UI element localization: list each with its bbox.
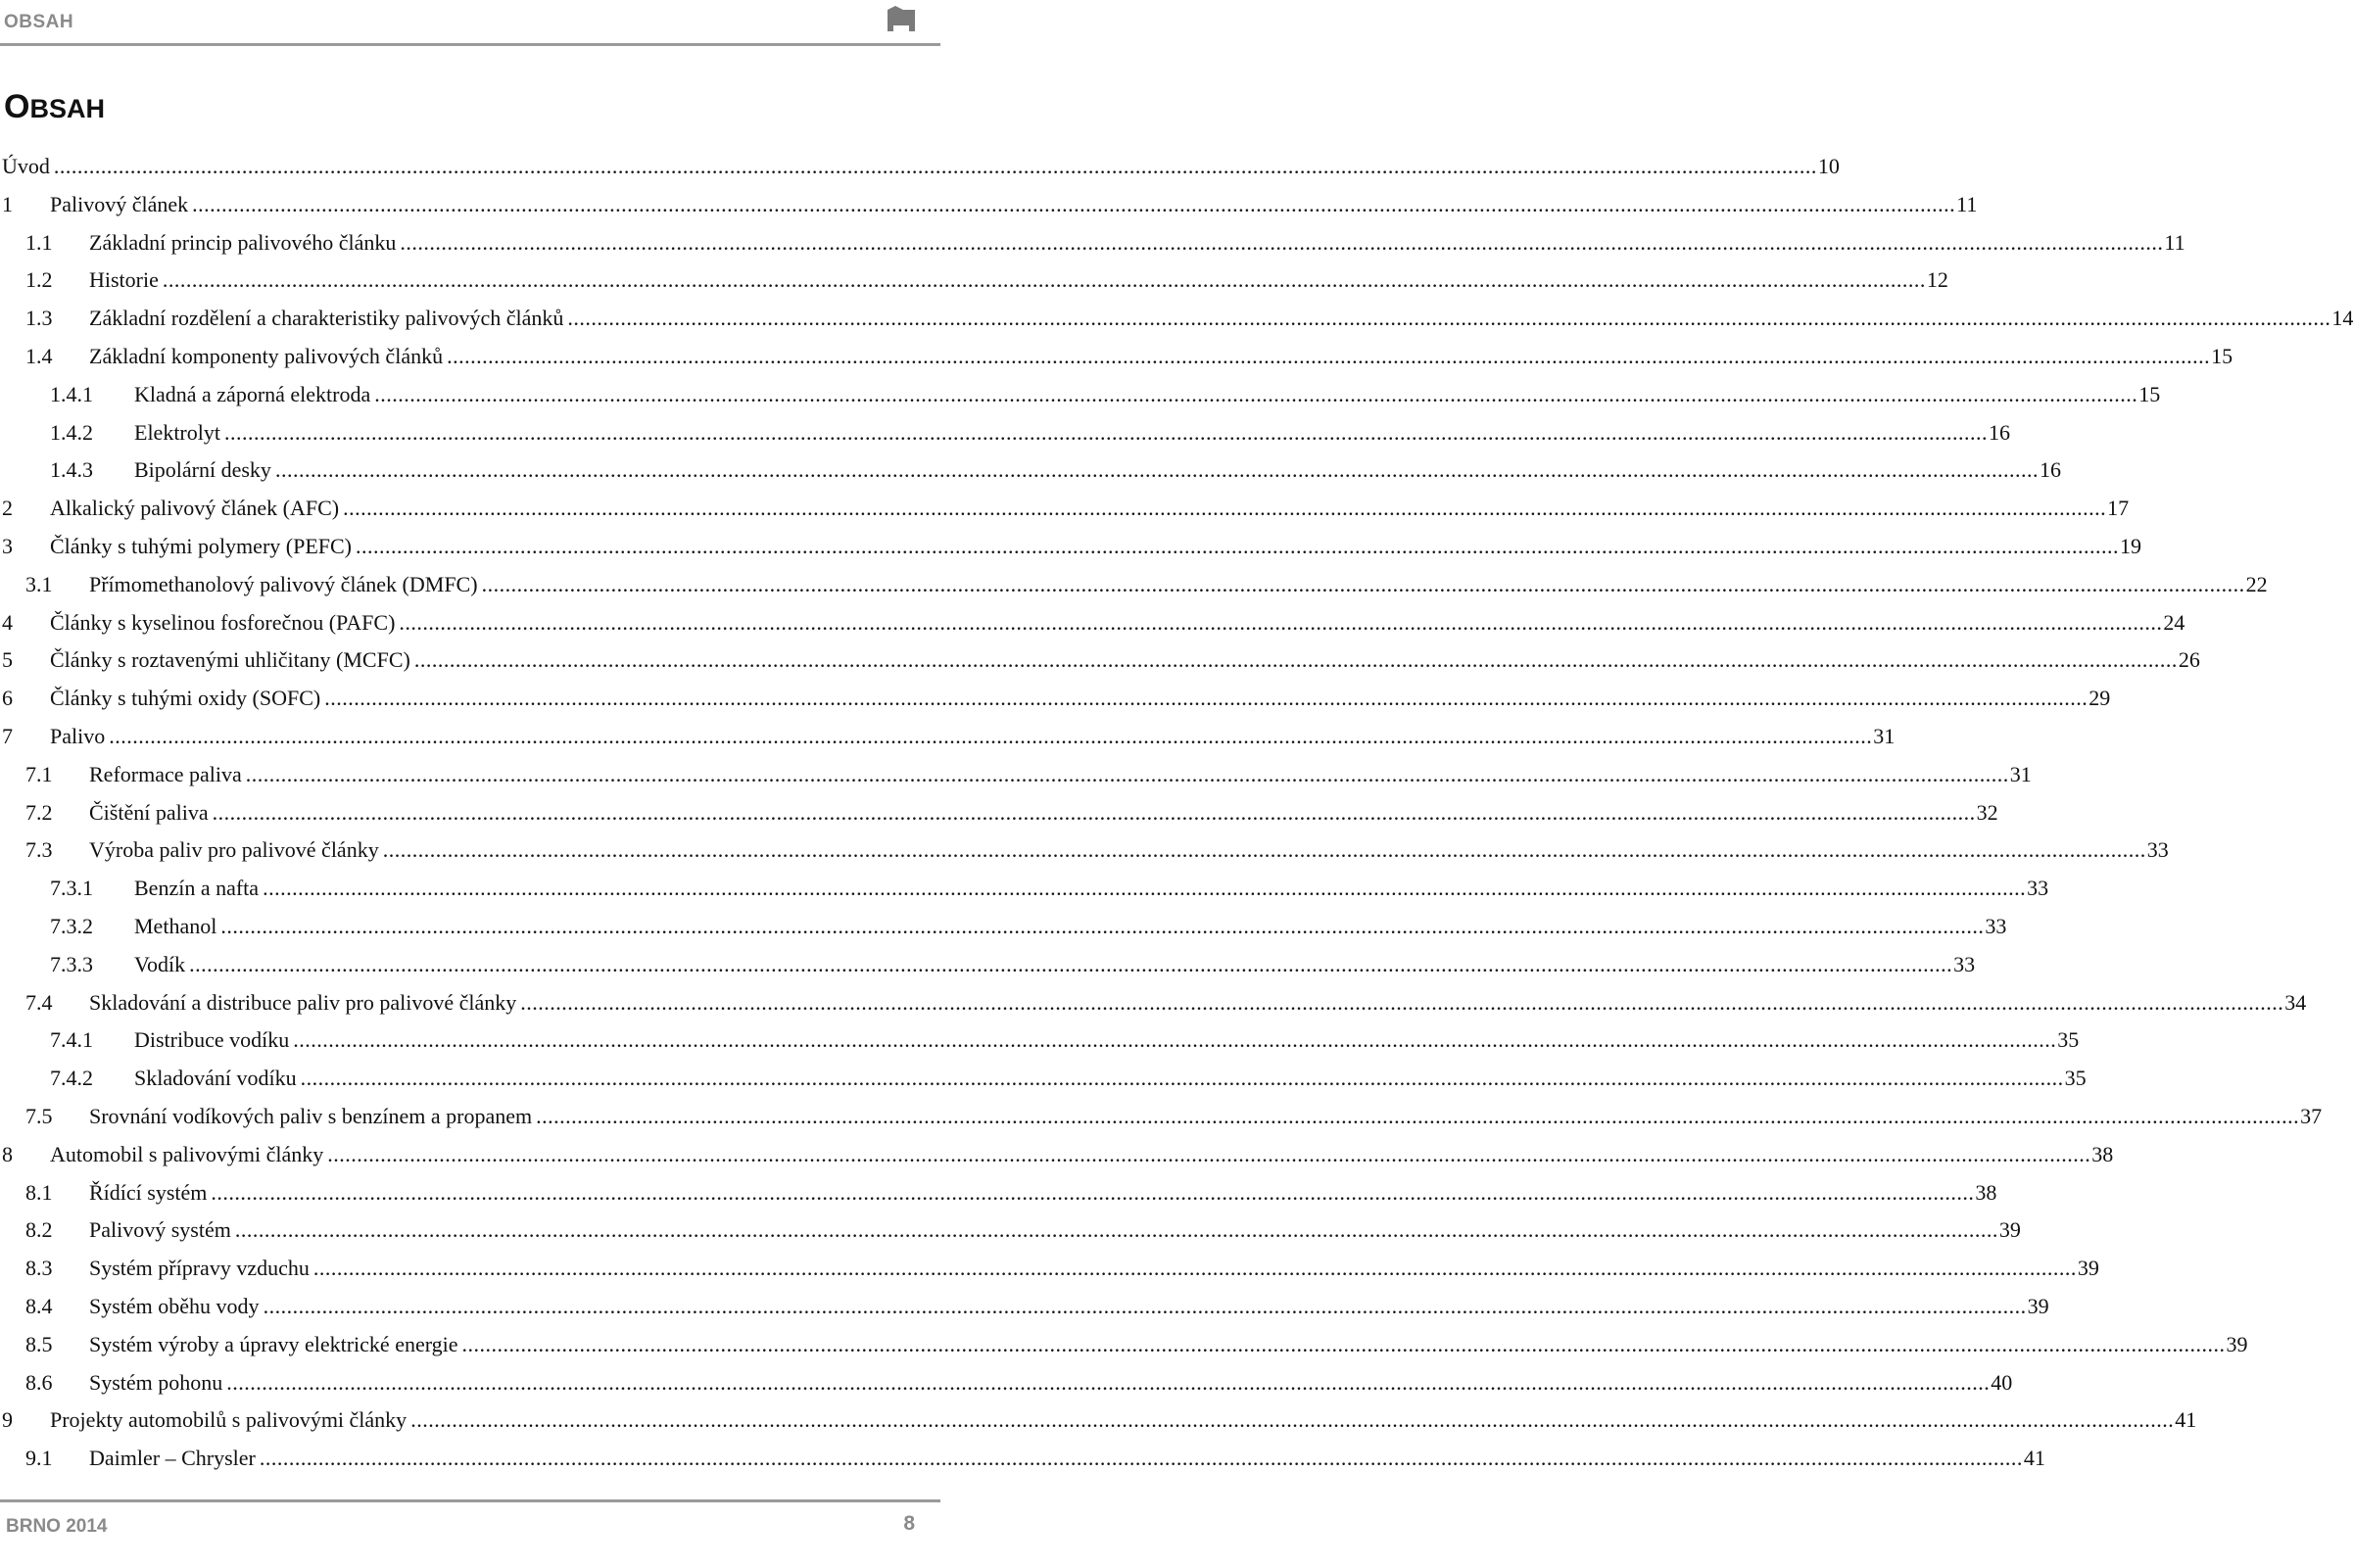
toc-entry-number: 7.4.1 <box>50 1027 93 1053</box>
page-header <box>0 0 940 47</box>
toc-entry-number: 9 <box>2 1407 13 1433</box>
toc-dot-leader: ............................................................................................................................................................................................................................................................................................................ <box>189 951 1953 976</box>
toc-dot-leader: ............................................................................................................................................................................................................................................................................................................ <box>481 571 2245 596</box>
footer-page-number: 8 <box>903 1512 915 1535</box>
toc-entry-page: 10 <box>1817 154 1840 178</box>
toc-entry-title: Systém pohonu <box>89 1369 223 1395</box>
toc-entry-title: Automobil s palivovými články <box>50 1141 324 1166</box>
toc-entry[interactable] <box>0 414 2010 452</box>
toc-entry-number: 8 <box>2 1141 13 1166</box>
toc-dot-leader: ............................................................................................................................................................................................................................................................................................................ <box>400 229 2164 255</box>
toc-entry-page: 38 <box>1975 1179 1997 1205</box>
toc-entry-line <box>134 870 2049 908</box>
toc-entry-page: 33 <box>1985 913 2007 938</box>
toc-dot-leader: ............................................................................................................................................................................................................................................................................................................ <box>226 1369 1991 1395</box>
toc-entry-page: 12 <box>1926 267 1948 293</box>
toc-entry-line <box>89 300 2353 338</box>
toc-entry-page: 26 <box>2178 647 2200 673</box>
toc-entry-page: 33 <box>1953 951 1976 976</box>
toc-entry-page: 34 <box>2284 989 2307 1015</box>
toc-entry-line <box>89 1364 2013 1402</box>
toc-entry-title: Elektrolyt <box>134 419 220 445</box>
toc-dot-leader: ............................................................................................................................................................................................................................................................................................................ <box>300 1066 2064 1091</box>
toc-entry[interactable] <box>0 528 2141 566</box>
toc-entry-line <box>134 414 2010 452</box>
toc-entry-page: 38 <box>2091 1141 2114 1166</box>
toc-entry-line <box>50 1136 2114 1174</box>
toc-entry[interactable] <box>0 224 2185 262</box>
toc-entry[interactable] <box>0 680 2111 718</box>
toc-entry-page: 39 <box>2077 1256 2099 1281</box>
toc-entry[interactable] <box>0 756 2032 794</box>
toc-entry[interactable] <box>0 718 1896 756</box>
toc-entry-page: 39 <box>1998 1217 2021 1243</box>
toc-entry[interactable] <box>0 490 2130 528</box>
toc-dot-leader: ............................................................................................................................................................................................................................................................................................................ <box>343 496 2107 521</box>
toc-entry[interactable] <box>0 451 2061 490</box>
toc-dot-leader: ............................................................................................................................................................................................................................................................................................................ <box>410 1407 2175 1433</box>
toc-entry-number: 1.1 <box>25 229 53 255</box>
toc-entry-page: 33 <box>2146 837 2169 863</box>
footer-place-year: BRNO 2014 <box>6 1516 108 1537</box>
toc-dot-leader: ............................................................................................................................................................................................................................................................................................................ <box>109 723 1873 748</box>
toc-entry-number: 7.1 <box>25 761 53 786</box>
toc-dot-leader: ............................................................................................................................................................................................................................................................................................................ <box>223 419 1988 445</box>
toc-entry-title: Skladování a distribuce paliv pro palivové články <box>89 989 517 1015</box>
toc-entry[interactable] <box>0 1098 2323 1136</box>
toc-entry-number: 7.3.1 <box>50 876 93 901</box>
toc-entry-line <box>89 984 2307 1022</box>
toc-entry-title: Daimler – Chrysler <box>89 1446 256 1471</box>
toc-dot-leader: ............................................................................................................................................................................................................................................................................................................ <box>567 306 2331 331</box>
toc-entry-title: Palivový článek <box>50 191 189 216</box>
toc-entry-number: 7 <box>2 723 13 748</box>
toc-entry[interactable] <box>0 984 2307 1022</box>
toc-entry-title: Články s roztavenými uhličitany (MCFC) <box>50 647 410 673</box>
toc-entry-line <box>89 1098 2323 1136</box>
toc-entry-title: Články s tuhými oxidy (SOFC) <box>50 686 321 711</box>
toc-entry-page: 41 <box>2023 1446 2045 1471</box>
toc-entry-number: 1.4.3 <box>50 457 93 483</box>
toc-entry-number: 1.2 <box>25 267 53 293</box>
toc-entry-line <box>89 1212 2021 1250</box>
toc-entry[interactable] <box>0 604 2185 642</box>
toc-dot-leader: ............................................................................................................................................................................................................................................................................................................ <box>274 457 2039 483</box>
toc-entry-line <box>89 1288 2049 1326</box>
table-of-contents <box>0 148 2353 1478</box>
toc-dot-leader: ............................................................................................................................................................................................................................................................................................................ <box>234 1217 1998 1243</box>
toc-dot-leader: ............................................................................................................................................................................................................................................................................................................ <box>259 1446 2023 1471</box>
toc-entry[interactable] <box>0 1326 2248 1364</box>
page-title <box>4 90 105 123</box>
toc-entry-number: 7.5 <box>25 1103 53 1128</box>
toc-entry-number: 8.4 <box>25 1293 53 1318</box>
toc-entry-title: Články s kyselinou fosforečnou (PAFC) <box>50 609 396 635</box>
toc-entry-line <box>89 832 2169 870</box>
toc-entry-title: Kladná a záporná elektroda <box>134 381 371 406</box>
toc-entry-number: 9.1 <box>25 1446 53 1471</box>
toc-entry[interactable] <box>0 1402 2197 1440</box>
toc-entry-number: 7.3.3 <box>50 951 93 976</box>
toc-entry[interactable] <box>0 1060 2087 1098</box>
toc-entry-number: 8.5 <box>25 1331 53 1356</box>
toc-entry-line <box>89 1440 2045 1478</box>
toc-entry-line <box>50 528 2141 566</box>
toc-entry[interactable] <box>0 261 1948 300</box>
toc-entry-number: 4 <box>2 609 13 635</box>
toc-dot-leader: ............................................................................................................................................................................................................................................................................................................ <box>293 1027 2057 1053</box>
toc-entry[interactable] <box>0 832 2169 870</box>
toc-entry-title: Alkalický palivový článek (AFC) <box>50 496 340 521</box>
toc-dot-leader: ............................................................................................................................................................................................................................................................................................................ <box>212 799 1976 825</box>
toc-entry-page: 41 <box>2175 1407 2197 1433</box>
header-label: OBSAH <box>4 12 74 32</box>
toc-entry-title: Systém výroby a úpravy elektrické energie <box>89 1331 458 1356</box>
toc-entry[interactable] <box>0 641 2200 680</box>
toc-entry-number: 7.3.2 <box>50 913 93 938</box>
toc-entry-line <box>2 148 1840 186</box>
toc-entry-page: 31 <box>1873 723 1896 748</box>
toc-entry-number: 3 <box>2 533 13 558</box>
toc-dot-leader: ............................................................................................................................................................................................................................................................................................................ <box>220 913 1985 938</box>
toc-dot-leader: ............................................................................................................................................................................................................................................................................................................ <box>324 686 2089 711</box>
toc-entry-title: Reformace paliva <box>89 761 242 786</box>
toc-entry-title: Články s tuhými polymery (PEFC) <box>50 533 352 558</box>
page-title-rest: BSAH <box>29 94 105 123</box>
toc-entry-number: 1.4.2 <box>50 419 93 445</box>
toc-entry-title: Vodík <box>134 951 186 976</box>
toc-dot-leader: ............................................................................................................................................................................................................................................................................................................ <box>374 381 2138 406</box>
toc-entry-page: 15 <box>2138 381 2161 406</box>
toc-entry-line <box>89 1174 1997 1212</box>
toc-entry-line <box>134 376 2161 414</box>
toc-entry-title: Palivo <box>50 723 106 748</box>
toc-entry-title: Přímomethanolový palivový článek (DMFC) <box>89 571 478 596</box>
toc-entry-title: Skladování vodíku <box>134 1066 297 1091</box>
toc-entry-page: 39 <box>2027 1293 2049 1318</box>
toc-entry[interactable] <box>0 338 2233 376</box>
toc-entry-number: 7.3 <box>25 837 53 863</box>
toc-dot-leader: ............................................................................................................................................................................................................................................................................................................ <box>263 1293 2027 1318</box>
toc-entry-line <box>50 680 2111 718</box>
toc-entry-page: 19 <box>2120 533 2141 558</box>
toc-dot-leader: ............................................................................................................................................................................................................................................................................................................ <box>461 1331 2226 1356</box>
toc-entry[interactable] <box>0 794 1998 832</box>
toc-entry-line <box>50 490 2130 528</box>
toc-entry-number: 1.3 <box>25 306 53 331</box>
toc-entry[interactable] <box>0 1136 2114 1174</box>
toc-dot-leader: ............................................................................................................................................................................................................................................................................................................ <box>356 533 2119 558</box>
toc-entry-page: 35 <box>2057 1027 2080 1053</box>
toc-entry-title: Čištění paliva <box>89 799 209 825</box>
toc-entry-title: Systém přípravy vzduchu <box>89 1256 310 1281</box>
toc-entry-number: 8.3 <box>25 1256 53 1281</box>
toc-entry-title: Distribuce vodíku <box>134 1027 290 1053</box>
toc-entry-title: Benzín a nafta <box>134 876 260 901</box>
toc-dot-leader: ............................................................................................................................................................................................................................................................................................................ <box>162 267 1926 293</box>
toc-dot-leader: ............................................................................................................................................................................................................................................................................................................ <box>399 609 2163 635</box>
toc-entry[interactable] <box>0 1250 2099 1288</box>
toc-entry-number: 8.6 <box>25 1369 53 1395</box>
toc-entry-page: 40 <box>1991 1369 2013 1395</box>
toc-entry[interactable] <box>0 1174 1997 1212</box>
toc-entry-page: 11 <box>2164 229 2185 255</box>
toc-entry-number: 5 <box>2 647 13 673</box>
toc-dot-leader: ............................................................................................................................................................................................................................................................................................................ <box>263 876 2027 901</box>
toc-entry-page: 16 <box>1988 419 2010 445</box>
toc-dot-leader: ............................................................................................................................................................................................................................................................................................................ <box>382 837 2146 863</box>
toc-dot-leader: ............................................................................................................................................................................................................................................................................................................ <box>53 154 1817 178</box>
toc-entry-title: Srovnání vodíkových paliv s benzínem a propanem <box>89 1103 533 1128</box>
toc-entry-title: Projekty automobilů s palivovými články <box>50 1407 408 1433</box>
toc-entry-page: 31 <box>2009 761 2032 786</box>
toc-entry[interactable] <box>0 148 1840 186</box>
toc-entry-title: Palivový systém <box>89 1217 231 1243</box>
toc-entry-line <box>50 604 2185 642</box>
toc-dot-leader: ............................................................................................................................................................................................................................................................................................................ <box>447 343 2211 368</box>
toc-entry-number: 1.4.1 <box>50 381 93 406</box>
toc-entry-page: 32 <box>1976 799 1998 825</box>
toc-entry-line <box>89 1326 2248 1364</box>
toc-entry-number: 8.2 <box>25 1217 53 1243</box>
toc-entry-line <box>134 1022 2080 1060</box>
toc-entry-line <box>134 946 1976 984</box>
toc-entry-number: 8.1 <box>25 1179 53 1205</box>
toc-entry-line <box>50 641 2200 680</box>
toc-entry-title: Základní rozdělení a charakteristiky palivových článků <box>89 306 564 331</box>
toc-entry-number: 7.4 <box>25 989 53 1015</box>
toc-entry-number: 6 <box>2 686 13 711</box>
toc-entry-page: 15 <box>2211 343 2233 368</box>
toc-entry-title: Historie <box>89 267 159 293</box>
toc-entry[interactable] <box>0 1440 2045 1478</box>
toc-entry-number: 7.4.2 <box>50 1066 93 1091</box>
toc-entry[interactable] <box>0 1288 2049 1326</box>
toc-entry-page: 17 <box>2107 496 2130 521</box>
toc-dot-leader: ............................................................................................................................................................................................................................................................................................................ <box>245 761 2009 786</box>
toc-entry-line <box>89 224 2185 262</box>
toc-entry-title: Systém oběhu vody <box>89 1293 260 1318</box>
toc-entry-title: Výroba paliv pro palivové články <box>89 837 379 863</box>
toc-dot-leader: ............................................................................................................................................................................................................................................................................................................ <box>211 1179 1975 1205</box>
toc-entry[interactable] <box>0 300 2353 338</box>
toc-entry-page: 39 <box>2226 1331 2248 1356</box>
toc-entry-page: 16 <box>2039 457 2061 483</box>
toc-entry-page: 24 <box>2163 609 2185 635</box>
toc-entry[interactable] <box>0 566 2268 604</box>
page-title-initial: O <box>4 88 30 125</box>
toc-entry[interactable] <box>0 1022 2080 1060</box>
toc-entry-number: 1 <box>2 191 13 216</box>
toc-entry[interactable] <box>0 870 2049 908</box>
toc-entry-line <box>50 1402 2197 1440</box>
toc-entry-title: Řídící systém <box>89 1179 208 1205</box>
university-logo-icon <box>886 4 917 33</box>
toc-entry-page: 35 <box>2064 1066 2087 1091</box>
toc-dot-leader: ............................................................................................................................................................................................................................................................................................................ <box>312 1256 2077 1281</box>
toc-entry[interactable] <box>0 186 1978 224</box>
toc-entry-title: Methanol <box>134 913 217 938</box>
toc-entry-line <box>134 908 2007 946</box>
toc-entry-number: 3.1 <box>25 571 53 596</box>
toc-entry-line <box>89 794 1998 832</box>
toc-dot-leader: ............................................................................................................................................................................................................................................................................................................ <box>536 1103 2300 1128</box>
toc-entry-line <box>50 186 1978 224</box>
toc-dot-leader: ............................................................................................................................................................................................................................................................................................................ <box>413 647 2178 673</box>
toc-dot-leader: ............................................................................................................................................................................................................................................................................................................ <box>520 989 2284 1015</box>
toc-entry-page: 29 <box>2089 686 2111 711</box>
toc-entry-title: Úvod <box>2 154 50 178</box>
toc-entry-line <box>134 451 2061 490</box>
footer-divider <box>0 1499 940 1502</box>
toc-dot-leader: ............................................................................................................................................................................................................................................................................................................ <box>327 1141 2091 1166</box>
toc-entry[interactable] <box>0 946 1976 984</box>
toc-entry-page: 33 <box>2027 876 2049 901</box>
toc-entry-line <box>134 1060 2087 1098</box>
toc-entry[interactable] <box>0 1212 2021 1250</box>
toc-entry-number: 7.2 <box>25 799 53 825</box>
toc-entry[interactable] <box>0 1364 2013 1402</box>
toc-entry-line <box>89 566 2268 604</box>
toc-entry-page: 14 <box>2331 306 2353 331</box>
toc-entry-line <box>89 1250 2099 1288</box>
toc-entry-page: 11 <box>1956 191 1978 216</box>
toc-entry-page: 37 <box>2300 1103 2323 1128</box>
toc-entry-title: Bipolární desky <box>134 457 271 483</box>
toc-entry-line <box>89 338 2233 376</box>
toc-entry[interactable] <box>0 376 2161 414</box>
toc-entry-title: Základní komponenty palivových článků <box>89 343 444 368</box>
toc-entry[interactable] <box>0 908 2007 946</box>
toc-entry-page: 22 <box>2245 571 2268 596</box>
toc-entry-line <box>50 718 1896 756</box>
header-divider <box>0 43 940 46</box>
toc-entry-line <box>89 756 2032 794</box>
toc-dot-leader: ............................................................................................................................................................................................................................................................................................................ <box>192 191 1956 216</box>
toc-entry-number: 1.4 <box>25 343 53 368</box>
toc-entry-line <box>89 261 1948 300</box>
toc-entry-title: Základní princip palivového článku <box>89 229 397 255</box>
toc-entry-number: 2 <box>2 496 13 521</box>
